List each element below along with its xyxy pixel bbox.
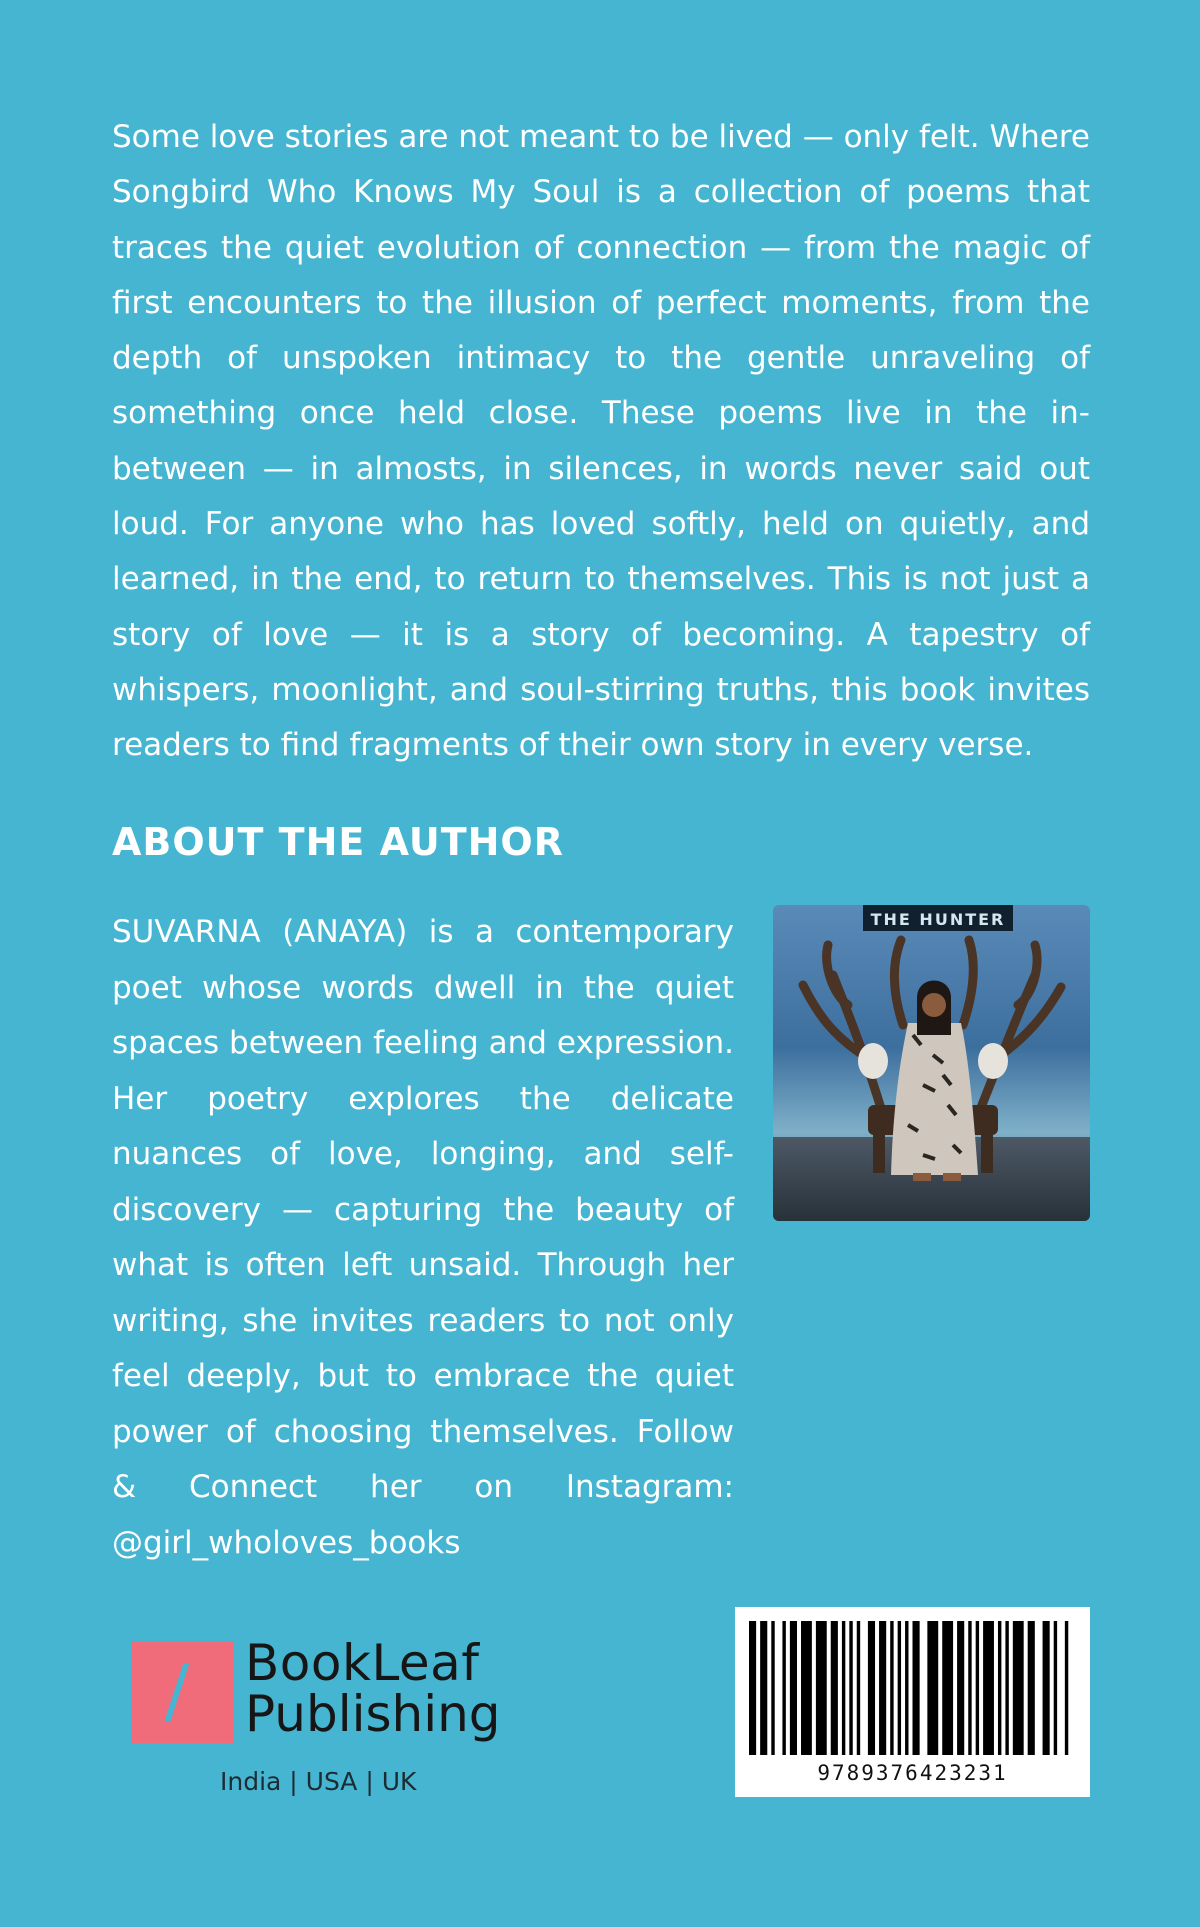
barcode-bar [927,1621,938,1755]
barcode-bar [831,1621,838,1755]
barcode-bar [998,1621,1001,1755]
barcode-bar [1065,1621,1068,1755]
barcode-bar [1043,1621,1050,1755]
barcode-bar [898,1621,901,1755]
barcode-bar [816,1621,827,1755]
isbn-barcode [735,1607,1090,1797]
about-author-heading: ABOUT THE AUTHOR [112,820,564,864]
barcode-bar [942,1621,953,1755]
slash-icon [165,1663,190,1721]
barcode-bar [842,1621,845,1755]
barcode-bar [801,1621,812,1755]
barcode-bar [913,1621,920,1755]
photo-banner-text: THE HUNTER [870,910,1006,929]
barcode-bar [879,1621,886,1755]
publisher-name-line1: BookLeaf [245,1634,480,1692]
author-photo-illustration [773,905,1090,1221]
barcode-bar [1005,1621,1008,1755]
barcode-bar [760,1621,767,1755]
publisher-logo [131,1634,531,1801]
barcode-bar [905,1621,908,1755]
barcode-bar [782,1621,785,1755]
author-bio: SUVARNA (ANAYA) is a contemporary poet whose words dwell in the quiet spaces between feeling and expression. Her poetry explores the delicate nuances of love, longing, and self-discovery — capturing the beauty of what is often left unsaid. Through her writing, she invites readers to not only feel deeply, but to embrace the quiet power of choosing themselves. Follow & Connect her on Instagram: @girl_wholoves_books [112,914,734,1561]
barcode-bar [957,1621,964,1755]
publisher-regions: India | USA | UK [220,1767,417,1796]
barcode-bar [968,1621,971,1755]
barcode-bar [868,1621,875,1755]
barcode-bar [1028,1621,1035,1755]
barcode-bar [749,1621,756,1755]
barcode-bar [890,1621,893,1755]
publisher-name-line2: Publishing [245,1685,501,1743]
isbn-number: 9789376423231 [817,1761,1008,1785]
barcode-bar [983,1621,994,1755]
barcode-bar [849,1621,852,1755]
barcode-bar [771,1621,774,1755]
book-blurb: Some love stories are not meant to be lived — only felt. Where Songbird Who Knows My Soul is a collection of poems that traces the quiet evolution of connection — from the magic of first encounters to the illusion of perfect moments, from the depth of unspoken intimacy to the gentle unraveling of something once held close. These poems live in the in-between — in almosts, in silences, in words never said out loud. For anyone who has loved softly, held on quietly, and learned, in the end, to return to themselves. This is not just a story of love — it is a story of becoming. A tapestry of whispers, moonlight, and soul-stirring truths, this book invites readers to find fragments of their own story in every verse. [112,119,1090,764]
barcode-bars [749,1621,1076,1755]
barcode-bar [1054,1621,1057,1755]
barcode-bar [1013,1621,1024,1755]
barcode-bar [857,1621,860,1755]
author-photo [773,905,1090,1221]
barcode-bar [790,1621,797,1755]
barcode-bar [976,1621,979,1755]
publisher-logo-mark [131,1641,233,1743]
